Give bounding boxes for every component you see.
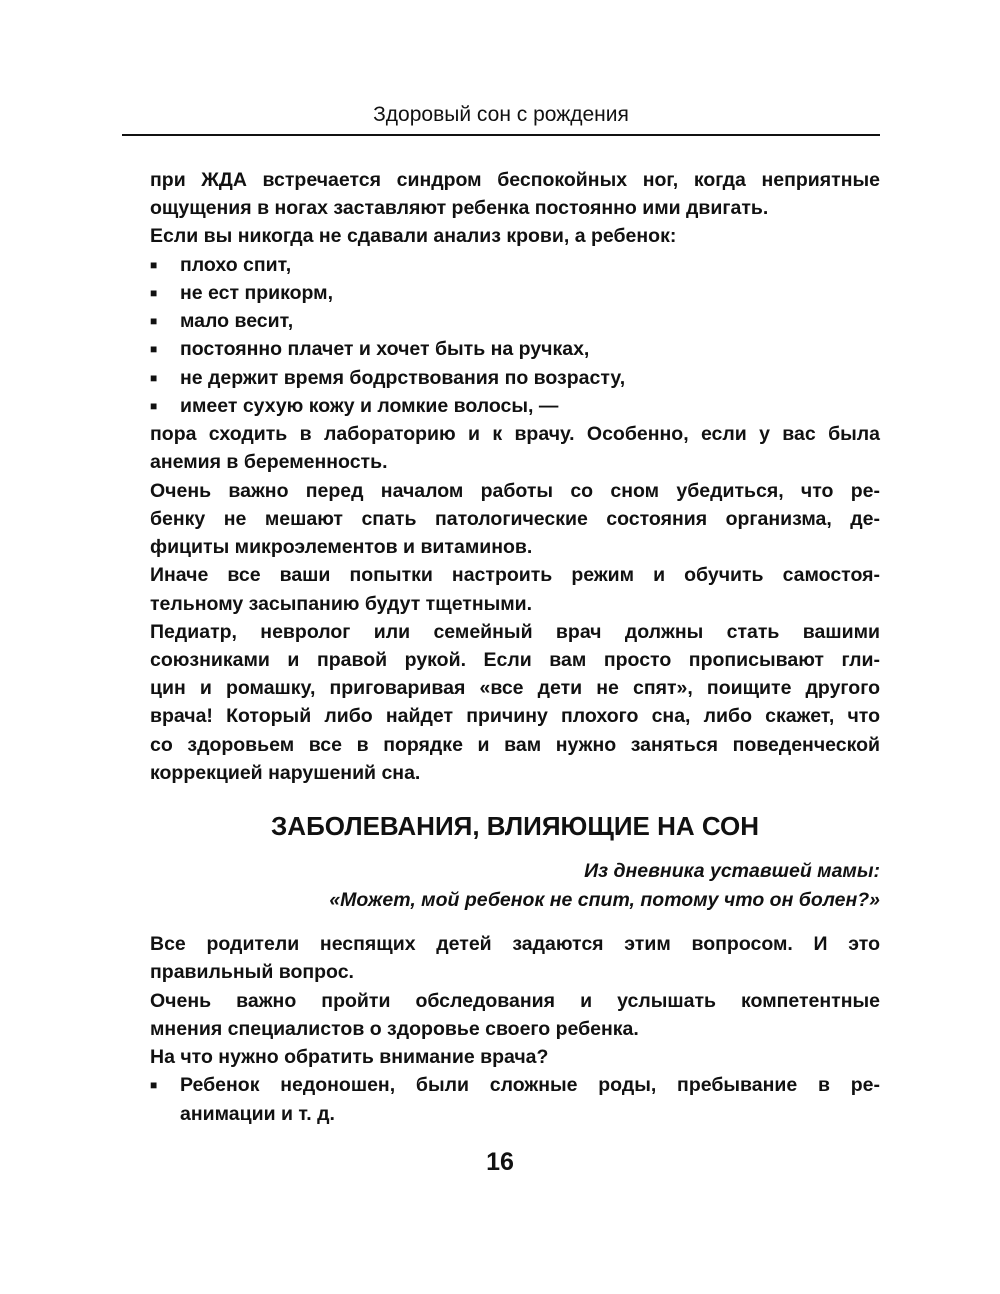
paragraph (150, 930, 880, 986)
line (150, 1015, 880, 1043)
line (150, 166, 880, 194)
bullet-item (150, 335, 880, 363)
text-line: пора сходить в лабораторию и к врачу. Особенно, если у вас была (150, 423, 880, 446)
text-line: постоянно плачет и хочет быть на ручках, (180, 338, 590, 361)
text-line: не держит время бодрствования по возрасту, (180, 366, 626, 389)
text-line: врача! Который либо найдет причину плохого сна, либо скажет, что (150, 705, 880, 728)
line (150, 1100, 880, 1128)
bullet-square-icon: ■ (150, 285, 158, 300)
bullet-item (150, 364, 880, 392)
paragraph (150, 477, 880, 562)
line (150, 702, 880, 730)
bullet-item (150, 279, 880, 307)
text-line: мнения специалистов о здоровье своего ребенка. (150, 1017, 639, 1040)
bullet-square-icon: ■ (150, 257, 158, 272)
text-line: цин и ромашку, приговаривая «все дети не спят», поищите другого (150, 677, 880, 700)
text-line: имеет сухую кожу и ломкие волосы, — (180, 394, 559, 417)
bullet-square-icon: ■ (150, 1078, 158, 1093)
line (150, 1071, 880, 1099)
text-line: Педиатр, невролог или семейный врач должны стать вашими (150, 620, 880, 643)
text-line: анимации и т. д. (180, 1102, 335, 1125)
line (150, 335, 880, 363)
line (150, 448, 880, 476)
line (150, 194, 880, 222)
text-line: «Может, мой ребенок не спит, потому что он болен?» (329, 889, 880, 912)
text-line: союзниками и правой рукой. Если вам просто прописывают гли- (150, 648, 880, 671)
bullet-item (150, 392, 880, 420)
line (150, 533, 880, 561)
bullet-item (150, 307, 880, 335)
line (150, 392, 880, 420)
line (150, 987, 880, 1015)
line (150, 420, 880, 448)
line (150, 886, 880, 915)
line (150, 808, 880, 844)
paragraph (150, 561, 880, 617)
line (150, 930, 880, 958)
paragraph (150, 420, 880, 476)
section-heading (150, 808, 880, 844)
text-line: тельному засыпанию будут тщетными. (150, 592, 533, 615)
text-line: фициты микроэлементов и витаминов. (150, 536, 533, 559)
text-line: не ест прикорм, (180, 281, 334, 304)
header-rule (122, 134, 880, 136)
bullet-square-icon: ■ (150, 342, 158, 357)
bullet-item (150, 1071, 880, 1127)
text-line: Иначе все ваши попытки настроить режим и обучить самостоя- (150, 564, 880, 587)
line (150, 364, 880, 392)
text-line: ощущения в ногах заставляют ребенка постоянно ими двигать. (150, 197, 769, 220)
paragraph (150, 166, 880, 222)
line (150, 674, 880, 702)
line (150, 307, 880, 335)
line (150, 279, 880, 307)
paragraph (150, 1043, 880, 1071)
text-line: На что нужно обратить внимание врача? (150, 1046, 549, 1069)
paragraph (150, 222, 880, 250)
bullet-square-icon: ■ (150, 370, 158, 385)
text-line: Очень важно перед началом работы со сном убедиться, что ре- (150, 479, 880, 502)
line (150, 646, 880, 674)
bullet-square-icon: ■ (150, 398, 158, 413)
line (150, 857, 880, 886)
line (150, 731, 880, 759)
line (150, 590, 880, 618)
text-line: Из дневника уставшей мамы: (584, 860, 880, 883)
line (150, 618, 880, 646)
running-head-title: Здоровый сон с рождения (373, 103, 629, 126)
paragraph (150, 618, 880, 787)
line (150, 251, 880, 279)
paragraph (150, 987, 880, 1043)
line (150, 958, 880, 986)
page-body (150, 166, 880, 1128)
text-line: плохо спит, (180, 253, 292, 276)
text-line: при ЖДА встречается синдром беспокойных ног, когда неприятные (150, 169, 880, 191)
text-line: бенку не мешают спать патологические состояния организма, де- (150, 507, 880, 530)
line (150, 1043, 880, 1071)
line (150, 222, 880, 250)
bullet-item (150, 251, 880, 279)
text-line: Ребенок недоношен, были сложные роды, пребывание в ре- (180, 1074, 880, 1097)
bullet-square-icon: ■ (150, 314, 158, 329)
text-line: правильный вопрос. (150, 961, 354, 984)
text-line: анемия в беременность. (150, 451, 388, 474)
line (150, 759, 880, 787)
page-number: 16 (486, 1148, 514, 1176)
text-line: Очень важно пройти обследования и услышать компетентные (150, 989, 880, 1012)
text-line: Все родители неспящих детей задаются этим вопросом. И это (150, 933, 880, 956)
text-line: коррекцией нарушений сна. (150, 761, 421, 784)
text-line: ЗАБОЛЕВАНИЯ, ВЛИЯЮЩИЕ НА СОН (271, 811, 759, 842)
text-line: Если вы никогда не сдавали анализ крови, а ребенок: (150, 225, 677, 248)
line (150, 561, 880, 589)
text-line: мало весит, (180, 310, 294, 333)
text-line: со здоровьем все в порядке и вам нужно заняться поведенческой (150, 733, 880, 756)
epigraph (150, 857, 880, 915)
line (150, 477, 880, 505)
line (150, 505, 880, 533)
